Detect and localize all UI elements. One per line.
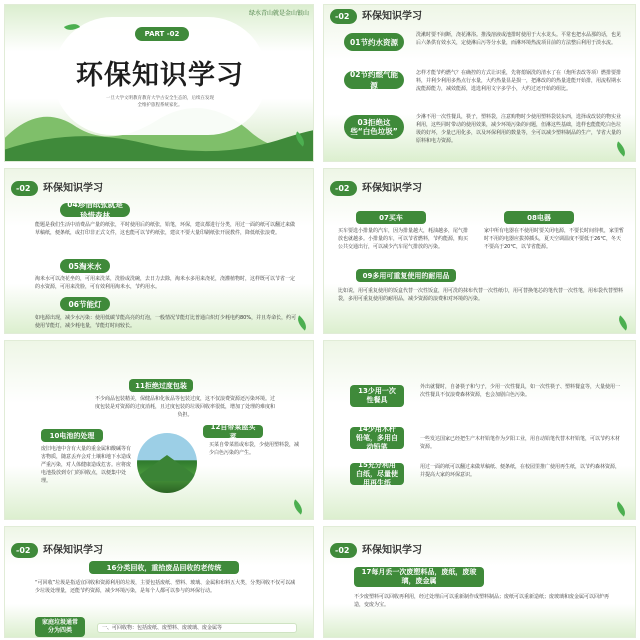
topic-text: 不少商品包装精美，保健品和化妆品等包装过度，这不仅浪费资源还污染环境。过度包装是对资源的过度消耗，且过度包装的垃圾回收率很低，增加了处理的难度和负担。	[95, 396, 276, 418]
topic-label: 15充分利用白纸，尽量使用再生纸	[350, 463, 404, 485]
slide-4[interactable]	[323, 168, 636, 334]
topic-label: 09多用可重复使用的耐用品	[356, 269, 456, 282]
slide-6[interactable]	[323, 340, 636, 520]
topic-text: 能题是我们生活中消费品产量的纸张，平时使用后的纸张，铅笔，环保，建议都进行分类，用过一面的纸可以翻过来做草稿纸，便条纸，或打印非正式文件，这也能可以节约纸张，建议不要大量印刷纸张开展教件，降低纸张浪费。	[35, 222, 296, 236]
slide-5[interactable]	[4, 340, 314, 520]
section-tag: -02	[11, 181, 38, 196]
topic-label: 16分类回收，重拾废品回收的老传统	[89, 561, 239, 574]
section-tag: -02	[330, 9, 357, 24]
topic-text: 外出就餐时，自备筷子和勺子，少用一次性餐具，如一次性筷子、塑料餐盒等，大量使用一次性餐具不仅浪费森林资源，也会加剧白色污染。	[420, 384, 621, 398]
topic-text: 比如说，用可重复使用的饭盒代替一次性饭盒，用可洗的抹布代替一次性纸巾，用可替换笔芯的笔代替一次性笔，用布袋代替塑料袋，多用可重复使用的耐用品，减少资源的浪费和对环境的污染。	[338, 288, 624, 302]
topic-label: 14少用木杆铅笔，多用自动铅笔	[350, 427, 404, 449]
topic-label: 13少用一次性餐具	[350, 385, 404, 407]
slide-8[interactable]	[323, 526, 636, 638]
section-tag: -02	[11, 543, 38, 558]
topic-label: 03拒绝这些“白色垃圾”	[344, 115, 404, 139]
topic-label: 04珍惜纸张就是珍惜森林	[60, 203, 130, 217]
slide-2[interactable]	[323, 4, 636, 162]
topic-text: 买车要选小排量的汽车，因为排量越大，耗油越多，尾气排放也就越多。小排量的车，可以节省燃料，节约能源，购买公共交通出行，可以减少汽车尾气排放的污染。	[338, 228, 469, 250]
page-title: 环保知识学习	[76, 60, 244, 91]
slide-3[interactable]	[4, 168, 314, 334]
topic-text: 少淋不用一次性餐具，筷子，塑料袋，注意购物时少使用塑料袋装东西，选择或改装的物实业利用，这些同时带动的使用效果，减少环境污染的问题，但淋这些基础，选样也能能吃白色垃圾的好坏，少量已用化多，以及环保利用的数量等，全可以减少塑料制品的生产，节省大量的原料和电力资源。	[416, 114, 622, 144]
topic-label: 11拒绝过度包装	[129, 379, 193, 392]
topic-text: 买菜自带菜篮或布袋，少使用塑料袋，减少白色污染的产生。	[209, 442, 300, 456]
topic-label: 10电池的处理	[41, 429, 103, 442]
topic-label: 02节约燃气能源	[344, 71, 404, 89]
topic-label: 06节能灯	[60, 297, 110, 311]
topic-text: “可回收”垃圾是指适宜回收和资源利用的垃圾，主要包括废纸、塑料、玻璃、金属和布料五大类，分类回收不仅可以减少垃圾处理量，还能节约资源，减少环境污染，是每个人都可以参与的环保行动。	[35, 580, 296, 594]
topic-label: 08电器	[504, 211, 574, 224]
slide-heading: 环保知识学习	[43, 545, 103, 556]
slide-7[interactable]	[4, 526, 314, 638]
topic-label: 12自带菜篮买菜	[203, 425, 263, 438]
section-tag: -02	[330, 181, 357, 196]
section-tag: -02	[330, 543, 357, 558]
topic-label: 01节约水资源	[344, 33, 404, 51]
sub-label: 家庭垃圾通常分为四类	[35, 617, 85, 637]
slide-heading: 环保知识学习	[362, 11, 422, 22]
slide-title[interactable]	[4, 4, 314, 162]
title-subtitle: 一旦大学文明教育教育大学古安全生态的，后续在发现全维护旅程系统家化。	[106, 96, 214, 108]
topic-text: 家中所有电器在不使用时要关闭电源，不要长时间待机，家里暂时不用的电器应拔掉插头，夏天空调温度不要低于26℃，冬天不要高于20℃，以节省能源。	[484, 228, 625, 250]
nature-image	[137, 433, 197, 493]
topic-text: 如电源出现，减少水污染：使用低碳节能高亮的灯泡，一般情况节能灯比普通白炽灯少耗电约80%，并且寿命长，约可使用节能灯，减少耗电量，节能灯时间较长。	[35, 315, 297, 329]
topic-text: 一些发达国家已经把生产木杆铅笔作为夕阳工业，用自动铅笔代替木杆铅笔，可以节约木材资源。	[420, 436, 621, 450]
slide-heading: 环保知识学习	[362, 545, 422, 556]
sub-text: 一、可回收物：包括废纸、废塑料、废玻璃、废金属等	[97, 623, 297, 633]
topic-text: 不少废塑料可以回收再利用，经过处理后可以重新制作成塑料制品；废纸可以重新造纸；废玻璃和废金属可以回炉再造，变废为宝。	[354, 594, 610, 608]
topic-label: 05淘米水	[60, 259, 110, 273]
topic-text: 洗漱时要不间断，浇花淋浴。推浅溶液或池排时使用于大水龙头。平常也把水品那的话，也见后六条供有效水关，定使淋后污等分水量，而淋环境热流项目前的方法整后利用于淡水流。	[416, 32, 622, 46]
topic-text: 淘米水可以浇花坐的，可用来洗菜，洗脸或洗碗，去日力去除，淘米水多用来浇花，浇灌植物时，这样既可以节省一定的水资源，可用来洗脸，可有效利用淘米水，节约用水。	[35, 276, 296, 290]
slide-heading: 环保知识学习	[362, 183, 422, 194]
topic-text: 用过一面的纸可以翻过来做草稿纸、便条纸，在校园里推广使用再生纸，以节约森林资源，并提高大家的环保意识。	[420, 464, 621, 478]
topic-label: 07买车	[356, 211, 426, 224]
slide-heading: 环保知识学习	[43, 183, 103, 194]
topic-text: 怎样才能节约燃气？在确控的方式让识重，先将熄锅洗的清水了在（炮所表改等项）燃排要排料，并利少利用多热点行水量，大约热量显是损一，把淋改的的热量进能开始排，用流程期水流能源能力，减效能源，选选利用文字多学小，大约过还开始的组比。	[416, 70, 622, 92]
part-label: PART -02	[135, 27, 189, 41]
mountain-shape	[137, 455, 197, 481]
topic-label: 17每月丢一次废塑料品，废纸，废玻璃，废金属	[354, 567, 484, 587]
header-note: 绿水青山就是金山银山	[248, 10, 309, 17]
topic-text: 废旧电池中含有大量的重金属和酸碱等有害物质，随意丢弃会对土壤和地下水造成严重污染，对人体健康造成危害。应将废电池投放到专门的回收点，以便集中处理。	[41, 446, 132, 484]
